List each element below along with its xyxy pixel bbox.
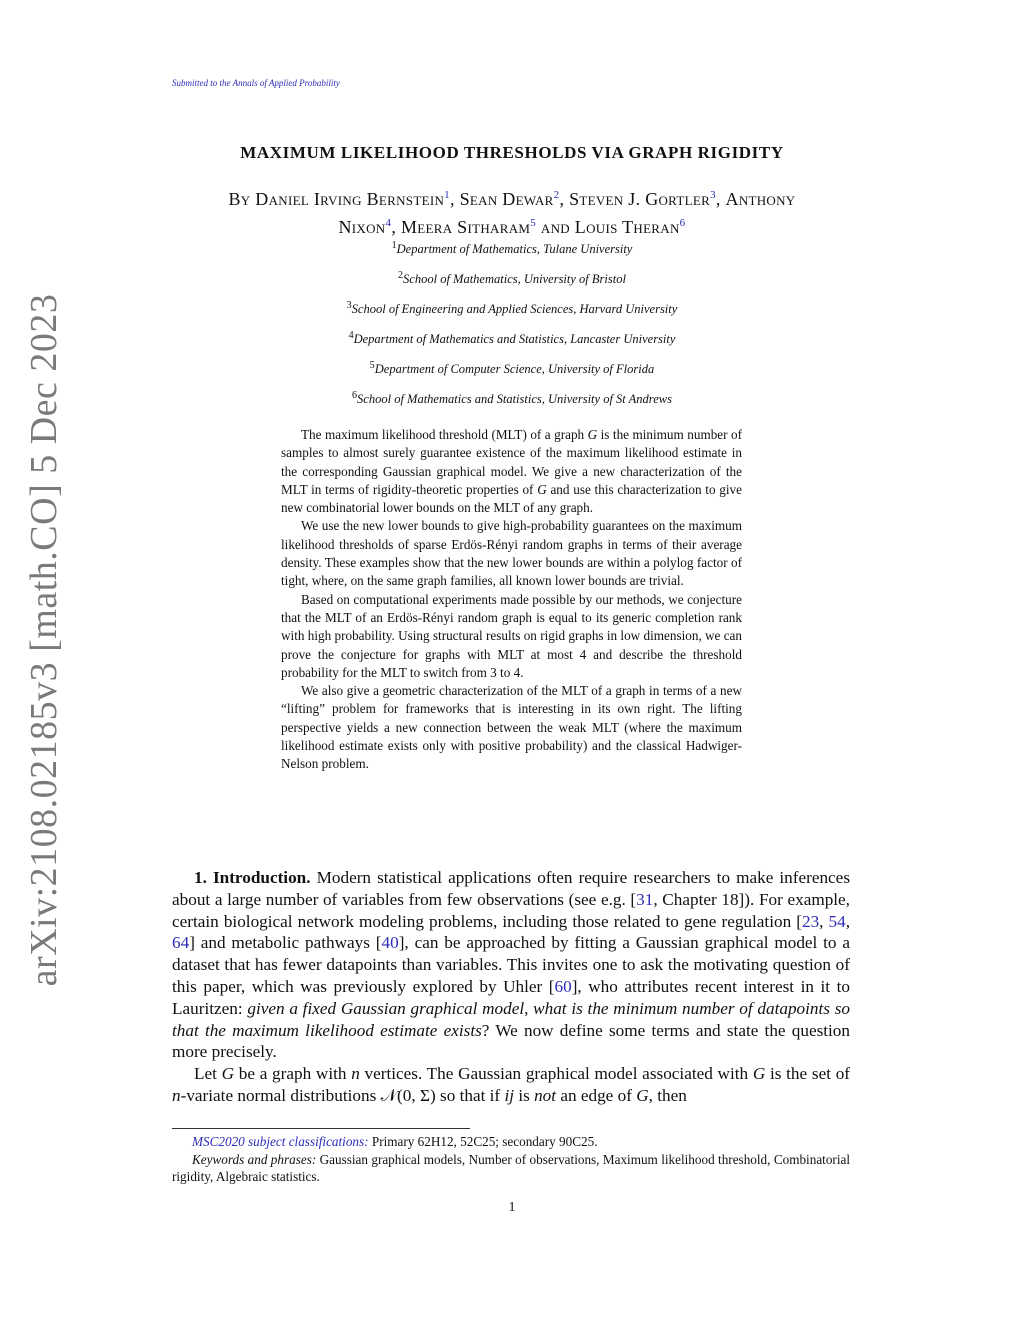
citation-link[interactable]: 64 — [172, 933, 190, 953]
author-name: Daniel Irving Bernstein — [255, 189, 445, 209]
citation-link[interactable]: 54 — [828, 911, 846, 931]
abstract-paragraph: We also give a geometric characterization of the MLT of a graph in terms of a new “lifting” problem for frameworks that is interesting in its own right. The lifting perspective yields a new connection between the weak MLT (where the maximum likelihood estimate exists only with positive probability) and the classical Hadwiger-Nelson problem. — [281, 683, 742, 772]
section-heading: 1. Introduction. — [194, 868, 311, 887]
intro-paragraph: 1. Introduction. Modern statistical applications often require researchers to make inferences about a large number of variables from few observations (see e.g. [31, Chapter 18]). For example, certain biological network modeling problems, including those related to gene regulation [23, 54, 64] and metabolic pathways [40], can be approached by fitting a Gaussian graphical model to a dataset that has fewer datapoints than variables. This invites one to ask the motivating question of this paper, which was previously explored by Uhler [60], who attributes recent interest in it to Lauritzen: given a fixed Gaussian graphical model, what is the minimum number of datapoints so that the maximum likelihood estimate exists? We now define some terms and state the question more precisely. — [172, 868, 851, 1062]
affiliation: $^3$School of Engineering and Applied Sciences, Harvard University — [346, 300, 678, 317]
keywords-footnote: Keywords and phrases: Gaussian graphical models, Number of observations, Maximum likelihood threshold, Combinatorial rigidity, Algebraic statistics. — [172, 1151, 850, 1184]
author-affil-ref[interactable]: 3 — [710, 189, 716, 201]
citation-link[interactable]: 60 — [554, 976, 572, 996]
paper-title: MAXIMUM LIKELIHOOD THRESHOLDS VIA GRAPH RIGIDITY — [240, 143, 784, 162]
author-name: Louis Theran — [574, 217, 680, 237]
citation-link[interactable]: 40 — [381, 933, 399, 953]
author-affil-ref[interactable]: 6 — [679, 217, 686, 229]
author-sep: , — [715, 189, 721, 209]
author-sep: , — [391, 217, 397, 237]
author-name: Meera Sitharam — [400, 217, 531, 237]
citation-link[interactable]: 23 — [801, 911, 820, 931]
author-affil-ref[interactable]: 2 — [553, 189, 560, 201]
intro-paragraph: Let G be a graph with n vertices. The Gaussian graphical model associated with G is the set of n-variate normal distributions 𝒩(0, Σ) so that if ij is not an edge of G, then — [172, 1064, 851, 1105]
citation-link[interactable]: 31 — [636, 889, 654, 909]
introduction-section — [172, 867, 850, 1107]
author-name: Nixon — [338, 217, 386, 237]
author-list — [172, 183, 852, 239]
footnote-divider — [172, 1128, 470, 1129]
author-sep: , — [559, 189, 565, 209]
author-name: Anthony — [725, 189, 796, 209]
abstract-paragraph: The maximum likelihood threshold (MLT) of a graph G is the minimum number of samples to almost surely guarantee existence of the maximum likelihood estimate in the corresponding Gaussian graphical model. We give a new characterization of the MLT in terms of rigidity-theoretic properties of G and use this characterization to give new combinatorial lower bounds on the MLT of any graph. — [281, 427, 743, 516]
msc-link[interactable]: MSC2020 subject classifications: — [192, 1134, 369, 1149]
arxiv-stamp[interactable]: arXiv:2108.02185v3 [math.CO] 5 Dec 2023 — [23, 293, 65, 987]
abstract-paragraph: Based on computational experiments made possible by our methods, we conjecture that the MLT of an Erdös-Rényi random graph is equal to its generic completion rank with high probability. Using structural results on rigid graphs in low dimension, we can prove the conjecture for graphs with MLT at most 4 and describe the threshold probability for the MLT to switch from 3 to 4. — [281, 591, 743, 680]
motivating-question: given a fixed Gaussian graphical model, what is the minimum number of datapoints so that the maximum likelihood estimate exists — [172, 998, 850, 1040]
author-name: Steven J. Gortler — [569, 189, 711, 209]
page-number: 1 — [508, 1200, 516, 1215]
abstract — [281, 426, 742, 774]
abstract-paragraph: We use the new lower bounds to give high-probability guarantees on the maximum likelihood thresholds of sparse Erdös-Rényi random graphs in terms of their average density. These examples show that the new lower bounds are within a polylog factor of tight, where, on the same graph families, all known lower bounds are trivial. — [281, 518, 742, 589]
author-by: By — [228, 189, 251, 209]
affiliation: $^2$School of Mathematics, University of Bristol — [398, 270, 626, 287]
author-and: and — [540, 217, 570, 237]
affiliation: $^6$School of Mathematics and Statistics, University of St Andrews — [352, 390, 672, 407]
author-sep: , — [449, 189, 455, 209]
author-affil-ref[interactable]: 4 — [385, 217, 392, 229]
author-affil-ref[interactable]: 5 — [530, 217, 537, 229]
footnotes — [172, 1133, 850, 1186]
affiliation: $^4$Department of Mathematics and Statistics, Lancaster University — [348, 330, 676, 347]
affiliation: $^5$Department of Computer Science, University of Florida — [369, 360, 655, 377]
affiliation: $^1$Department of Mathematics, Tulane University — [391, 240, 633, 257]
submission-note: Submitted to the Annals of Applied Probability — [172, 78, 340, 88]
msc-footnote: MSC2020 subject classifications: Primary 62H12, 52C25; secondary 90C25. — [192, 1134, 598, 1149]
author-affil-ref[interactable]: 1 — [444, 189, 450, 201]
author-name: Sean Dewar — [459, 189, 554, 209]
